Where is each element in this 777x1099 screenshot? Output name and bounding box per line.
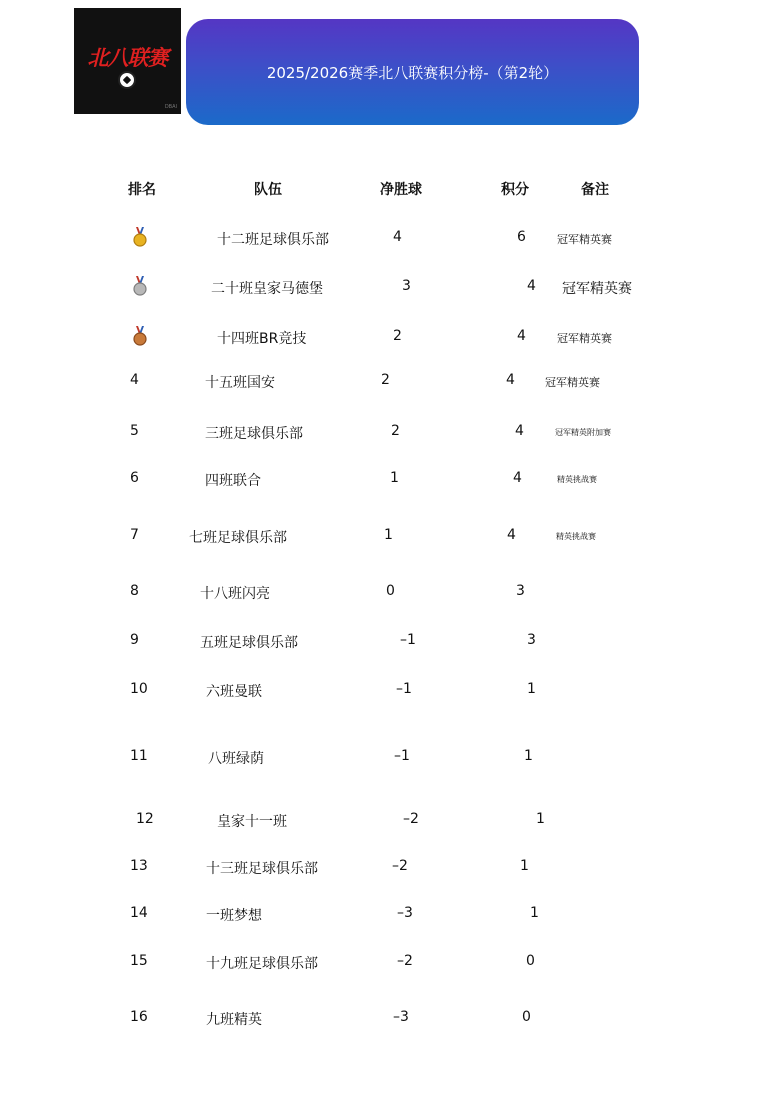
points-cell: 1 xyxy=(536,811,545,827)
note-cell: 冠军精英赛 xyxy=(562,281,632,297)
team-cell: 一班梦想 xyxy=(206,908,262,924)
team-cell: 十三班足球俱乐部 xyxy=(206,861,318,877)
team-cell: 十八班闪亮 xyxy=(200,586,270,602)
goal-difference-cell: –2 xyxy=(392,858,408,874)
rank-cell: 15 xyxy=(130,953,148,969)
team-cell: 十九班足球俱乐部 xyxy=(206,956,318,972)
team-cell: 十二班足球俱乐部 xyxy=(217,232,329,248)
team-cell: 八班绿荫 xyxy=(208,751,264,767)
goal-difference-cell: –2 xyxy=(403,811,419,827)
goal-difference-cell: 3 xyxy=(402,278,411,294)
team-cell: 九班精英 xyxy=(206,1012,262,1028)
points-cell: 4 xyxy=(513,470,522,486)
points-cell: 4 xyxy=(506,372,515,388)
rank-cell: 8 xyxy=(130,583,139,599)
goal-difference-cell: –1 xyxy=(400,632,416,648)
team-cell: 五班足球俱乐部 xyxy=(200,635,298,651)
points-cell: 4 xyxy=(507,527,516,543)
points-cell: 3 xyxy=(527,632,536,648)
rank-cell: 10 xyxy=(130,681,148,697)
bronze-medal-icon xyxy=(133,326,147,346)
header-note: 备注 xyxy=(581,182,609,198)
gold-medal-icon xyxy=(133,227,147,247)
soccer-ball-icon xyxy=(118,71,136,89)
header-rank: 排名 xyxy=(128,182,156,198)
goal-difference-cell: 4 xyxy=(393,229,402,245)
goal-difference-cell: 1 xyxy=(390,470,399,486)
rank-cell: 7 xyxy=(130,527,139,543)
goal-difference-cell: 1 xyxy=(384,527,393,543)
silver-medal-icon xyxy=(133,276,147,296)
goal-difference-cell: –3 xyxy=(393,1009,409,1025)
team-cell: 十四班BR竞技 xyxy=(217,331,307,347)
points-cell: 1 xyxy=(520,858,529,874)
points-cell: 1 xyxy=(530,905,539,921)
points-cell: 3 xyxy=(516,583,525,599)
goal-difference-cell: 2 xyxy=(381,372,390,388)
team-cell: 六班曼联 xyxy=(206,684,262,700)
points-cell: 0 xyxy=(522,1009,531,1025)
note-cell: 冠军精英赛 xyxy=(545,376,600,389)
team-cell: 二十班皇家马德堡 xyxy=(211,281,323,297)
points-cell: 4 xyxy=(515,423,524,439)
header-goal-difference: 净胜球 xyxy=(380,182,422,198)
logo-mark: DBAI xyxy=(164,104,177,110)
goal-difference-cell: 2 xyxy=(391,423,400,439)
rank-cell: 4 xyxy=(130,372,139,388)
goal-difference-cell: –1 xyxy=(394,748,410,764)
points-cell: 1 xyxy=(527,681,536,697)
goal-difference-cell: –2 xyxy=(397,953,413,969)
rank-cell: 12 xyxy=(136,811,154,827)
note-cell: 精英挑战赛 xyxy=(557,475,597,484)
rank-cell: 13 xyxy=(130,858,148,874)
team-cell: 三班足球俱乐部 xyxy=(205,426,303,442)
header-team: 队伍 xyxy=(254,182,282,198)
title-banner xyxy=(186,19,639,125)
goal-difference-cell: –1 xyxy=(396,681,412,697)
note-cell: 冠军精英赛 xyxy=(557,332,612,345)
points-cell: 4 xyxy=(517,328,526,344)
rank-cell: 9 xyxy=(130,632,139,648)
league-logo xyxy=(74,8,181,114)
logo-text: 北八联赛 xyxy=(87,46,168,70)
goal-difference-cell: –3 xyxy=(397,905,413,921)
note-cell: 冠军精英赛 xyxy=(557,233,612,246)
page-title: 2025/2026赛季北八联赛积分榜-（第2轮） xyxy=(266,63,559,82)
goal-difference-cell: 0 xyxy=(386,583,395,599)
rank-cell: 6 xyxy=(130,470,139,486)
goal-difference-cell: 2 xyxy=(393,328,402,344)
team-cell: 皇家十一班 xyxy=(217,814,287,830)
note-cell: 冠军精英附加赛 xyxy=(555,428,611,437)
rank-cell: 5 xyxy=(130,423,139,439)
rank-cell: 14 xyxy=(130,905,148,921)
points-cell: 1 xyxy=(524,748,533,764)
team-cell: 七班足球俱乐部 xyxy=(189,530,287,546)
note-cell: 精英挑战赛 xyxy=(556,532,596,541)
team-cell: 四班联合 xyxy=(205,473,261,489)
points-cell: 6 xyxy=(517,229,526,245)
header-points: 积分 xyxy=(501,182,529,198)
rank-cell: 11 xyxy=(130,748,148,764)
points-cell: 0 xyxy=(526,953,535,969)
team-cell: 十五班国安 xyxy=(205,375,275,391)
rank-cell: 16 xyxy=(130,1009,148,1025)
points-cell: 4 xyxy=(527,278,536,294)
